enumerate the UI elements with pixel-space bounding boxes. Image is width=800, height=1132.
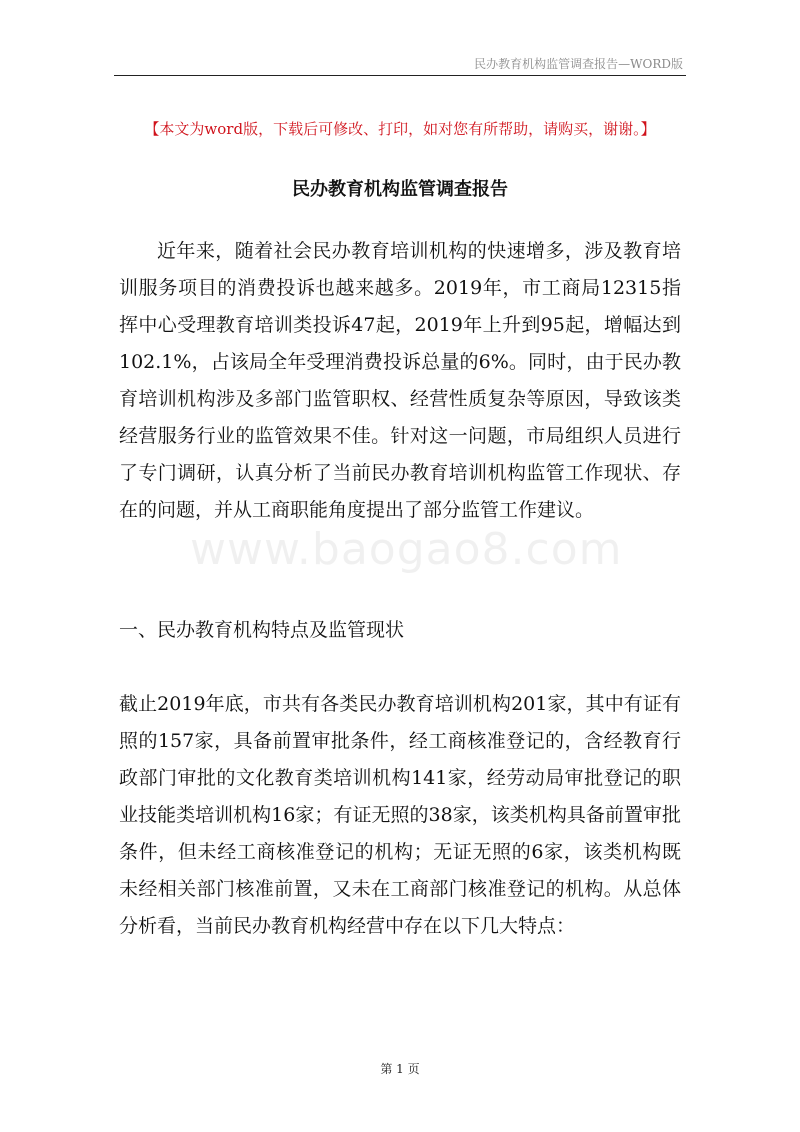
watermark: www.baogao8.com [190, 524, 623, 575]
document-title: 民办教育机构监管调查报告 [292, 179, 508, 200]
section-heading: 一、民办教育机构特点及监管现状 [119, 619, 405, 641]
header-divider [114, 75, 686, 76]
purchase-notice: 【本文为word版，下载后可修改、打印，如对您有所帮助，请购买，谢谢。】 [144, 120, 656, 138]
intro-paragraph: 近年来，随着社会民办教育培训机构的快速增多，涉及教育培训服务项目的消费投诉也越来越多。2019年，市工商局12315指挥中心受理教育培训类投诉47起，2019年上升到95起，增幅达到102.1%，占该局全年受理消费投诉总量的6%。同时，由于民办教育培训机构涉及多部门监管职权、经营性质复杂等原因，导致该类经营服务行业的监管效果不佳。针对这一问题，市局组织人员进行了专门调研，认真分析了当前民办教育培训机构监管工作现状、存在的问题，并从工商职能角度提出了部分监管工作建议。 [119, 240, 681, 521]
page-number: 第 1 页 [380, 1062, 420, 1076]
section-paragraph: 截止2019年底，市共有各类民办教育培训机构201家，其中有证有照的157家，具备前置审批条件，经工商核准登记的，含经教育行政部门审批的文化教育类培训机构141家，经劳动局审批登记的职业技能类培训机构16家；有证无照的38家，该类机构具备前置审批条件，但未经工商核准登记的机构；无证无照的6家，该类机构既未经相关部门核准前置，又未在工商部门核准登记的机构。从总体分析看，当前民办教育机构经营中存在以下几大特点： [119, 693, 681, 937]
running-header: 民办教育机构监管调查报告—WORD版 [474, 57, 683, 71]
